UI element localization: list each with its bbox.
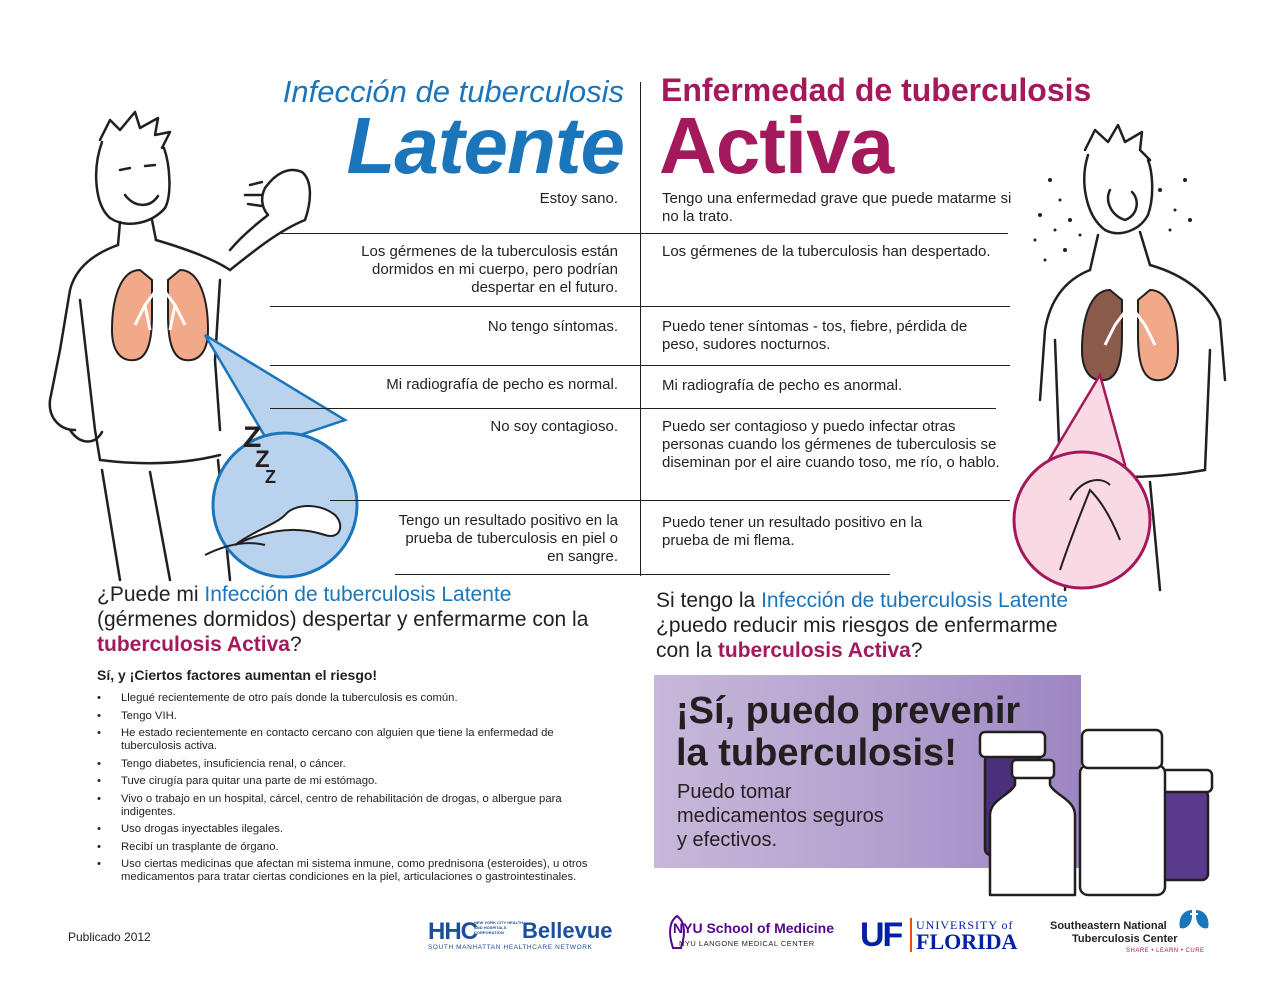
active-cell: Mi radiografía de pecho es anormal. bbox=[662, 377, 903, 394]
uf-logo: UF UNIVERSITY of FLORIDA bbox=[860, 916, 1018, 954]
svg-text:Z: Z bbox=[265, 467, 276, 487]
list-item: • Tengo VIH. bbox=[97, 710, 617, 723]
latent-subtitle: Infección de tuberculosis bbox=[282, 74, 624, 109]
sick-man-illustration bbox=[1010, 120, 1270, 600]
row-divider bbox=[270, 306, 1010, 307]
list-item: • He estado recientemente en contacto cercano con alguien que tiene la enfermedad de tuberculosis activa. bbox=[97, 727, 617, 753]
active-subtitle: Enfermedad de tuberculosis bbox=[661, 72, 1092, 108]
risk-list bbox=[97, 692, 617, 889]
latent-cell: Los gérmenes de la tuberculosis están dormidos en mi cuerpo, pero podrían despertar en el futuro. bbox=[361, 243, 618, 296]
latent-cell: Estoy sano. bbox=[539, 190, 618, 207]
row-divider bbox=[270, 365, 1010, 366]
medicine-bottles-illustration bbox=[970, 720, 1220, 905]
row-divider bbox=[280, 233, 1008, 234]
question-right: Si tengo la Infección de tuberculosis Latente ¿puedo reducir mis riesgos de enfermarme con la tuberculosis Activa? bbox=[656, 589, 1069, 662]
hhc-bellevue-logo: HHC NEW YORK CITY HEALTH AND HOSPITALS CORPORATION Bellevue SOUTH MANHATTAN HEALTHCARE NETWORK bbox=[428, 918, 613, 951]
svg-text:Z: Z bbox=[243, 421, 262, 454]
published-date: Publicado 2012 bbox=[68, 930, 151, 944]
list-item: • Recibí un trasplante de órgano. bbox=[97, 841, 617, 854]
latent-title: Latente bbox=[346, 101, 624, 190]
list-item: • Llegué recientemente de otro país donde la tuberculosis es común. bbox=[97, 692, 617, 705]
row-divider bbox=[270, 408, 996, 409]
active-cell: Tengo una enfermedad grave que puede matarme si no la trato. bbox=[662, 190, 1012, 225]
table-center-divider bbox=[640, 82, 641, 576]
row-divider bbox=[330, 500, 1010, 501]
list-item: • Uso ciertas medicinas que afectan mi sistema inmune, como prednisona (esteroides), u otros medicamentos para tratar ciertas condiciones en la piel, articulaciones o gastrointestinales. bbox=[97, 858, 617, 884]
svg-text:Z: Z bbox=[255, 446, 270, 473]
latent-cell: No tengo síntomas. bbox=[487, 318, 618, 335]
prevention-headline: ¡Sí, puedo prevenir la tuberculosis! bbox=[676, 690, 1021, 774]
active-cell: Puedo ser contagioso y puedo infectar otras personas cuando los gérmenes de tuberculosis se diseminan por el aire cuando toso, me río, o hablo. bbox=[662, 418, 1000, 471]
diseased-lungs-icon bbox=[1082, 270, 1178, 380]
list-item: • Uso drogas inyectables ilegales. bbox=[97, 823, 617, 836]
setc-logo: Southeastern National Tuberculosis Center SHARE • LEARN • CURE bbox=[1050, 906, 1210, 958]
active-cell: Puedo tener un resultado positivo en la prueba de mi flema. bbox=[662, 514, 923, 549]
list-item: • Vivo o trabajo en un hospital, cárcel, centro de rehabilitación de drogas, o albergue para indigentes. bbox=[97, 793, 617, 819]
list-item: • Tengo diabetes, insuficiencia renal, o cáncer. bbox=[97, 758, 617, 771]
setc-lungs-icon bbox=[1174, 906, 1214, 932]
risk-title: Sí, y ¡Ciertos factores aumentan el riesgo! bbox=[97, 667, 378, 683]
healthy-lungs-icon bbox=[112, 250, 208, 360]
active-cell: Puedo tener síntomas - tos, fiebre, pérdida de peso, sudores nocturnos. bbox=[662, 318, 968, 353]
list-item: • Tuve cirugía para quitar una parte de mi estómago. bbox=[97, 775, 617, 788]
prevention-subtext: Puedo tomar medicamentos seguros y efectivos. bbox=[677, 781, 884, 851]
latent-cell: Mi radiografía de pecho es normal. bbox=[386, 376, 618, 393]
latent-cell: No soy contagioso. bbox=[490, 418, 618, 435]
row-divider bbox=[395, 574, 890, 575]
latent-cell: Tengo un resultado positivo en la prueba de tuberculosis en piel o en sangre. bbox=[398, 512, 618, 565]
question-left: ¿Puede mi Infección de tuberculosis Latente (gérmenes dormidos) despertar y enfermarme con la tuberculosis Activa? bbox=[97, 583, 589, 656]
uf-divider bbox=[910, 918, 912, 952]
nyu-logo: NYU School of Medicine NYU LANGONE MEDICAL CENTER bbox=[663, 912, 838, 952]
active-cell: Los gérmenes de la tuberculosis han despertado. bbox=[662, 243, 991, 260]
active-title: Activa bbox=[659, 101, 894, 190]
